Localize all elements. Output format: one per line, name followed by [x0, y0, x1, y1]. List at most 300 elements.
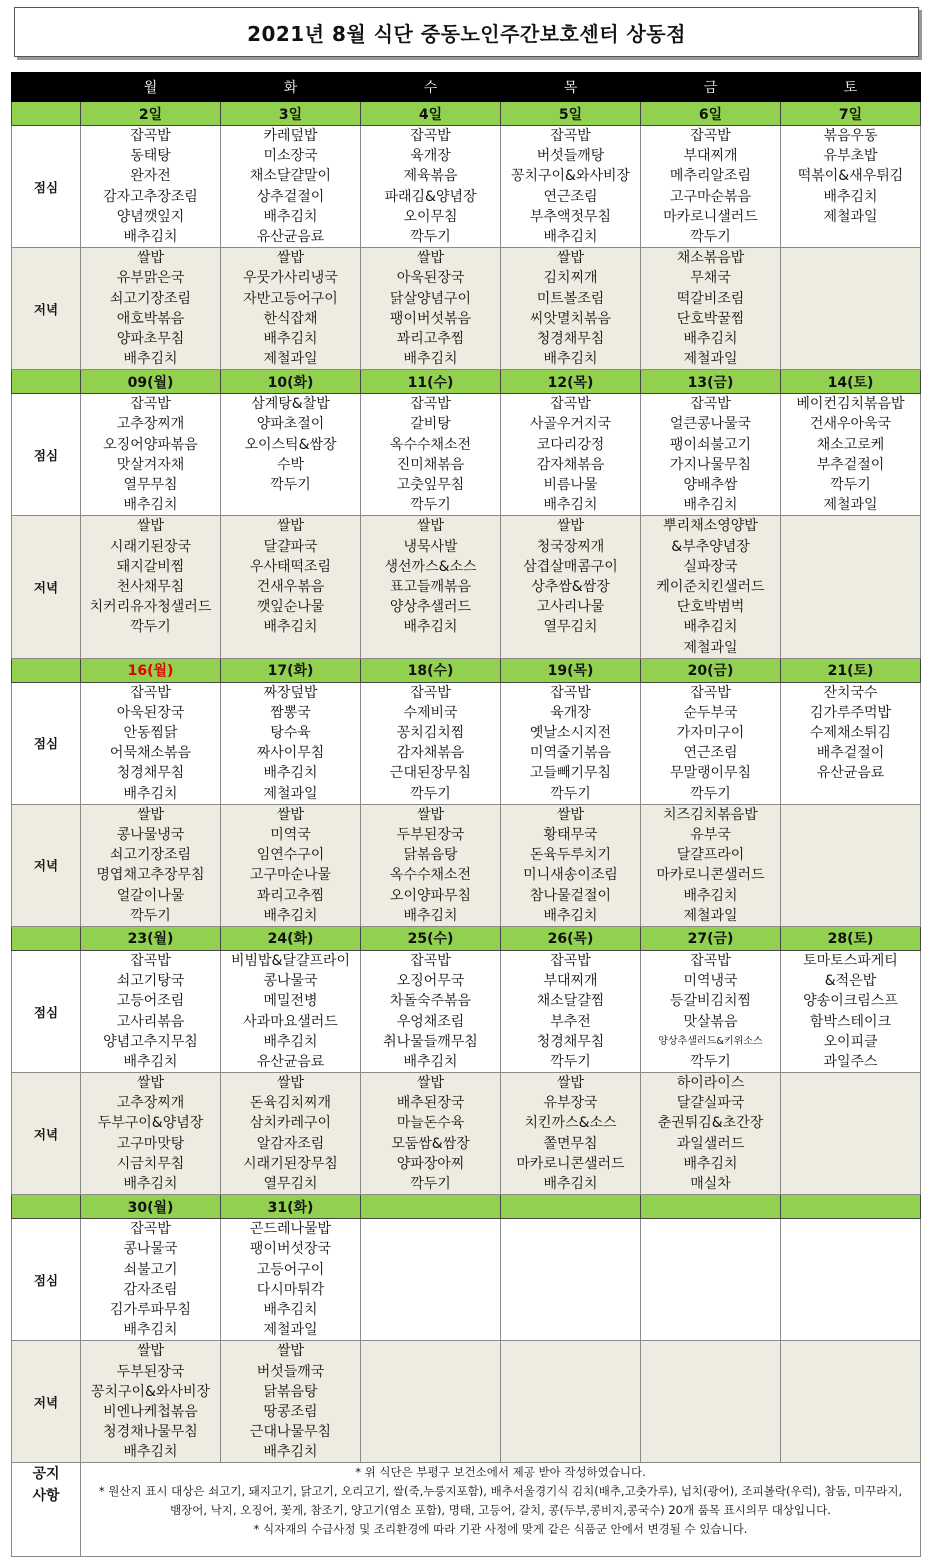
- menu-item: 쌀밥: [416, 806, 445, 823]
- dinner-cell: [81, 516, 221, 658]
- menu-item: 쇠고기장조림: [109, 847, 192, 864]
- dinner-row: [12, 804, 921, 926]
- menu-item: 깍두기: [410, 1176, 451, 1192]
- menu-item: 한식잡채: [263, 310, 318, 327]
- menu-item: 근대나물무침: [249, 1424, 332, 1441]
- menu-item: 잡곡밥: [410, 952, 451, 969]
- date-row-label: [12, 926, 81, 950]
- menu-item: 팽이쇠불고기: [669, 436, 752, 453]
- dinner-cell: [501, 1341, 641, 1463]
- menu-item: 사과마요샐러드: [243, 1013, 338, 1030]
- menu-list: [221, 516, 360, 637]
- dinner-cell: [781, 1073, 921, 1195]
- menu-item: 얼큰콩나물국: [669, 416, 752, 433]
- lunch-cell: [781, 1219, 921, 1341]
- menu-item: 토마토스파게티: [803, 952, 898, 969]
- notice-line: * 위 식단은 부평구 보건소에서 제공 받아 작성하였습니다.: [355, 1465, 646, 1480]
- weekday-header: 화: [221, 73, 361, 102]
- dinner-cell: [361, 248, 501, 370]
- notice-line: 뱀장어, 낙지, 오징어, 꽃게, 참조기, 양고기(염소 포함), 명태, 고등어, 갈치, 콩(두부,콩비지,콩국수) 20개 품목 표시의무 대상입니다.: [170, 1503, 831, 1518]
- dinner-label: 저녁: [12, 804, 81, 926]
- menu-item: 오이양파무침: [389, 887, 472, 904]
- menu-item: 고등어조림: [116, 993, 185, 1010]
- menu-item: 부추전: [550, 1013, 591, 1030]
- menu-item: 깍두기: [550, 785, 591, 802]
- date-row-label: [12, 370, 81, 394]
- menu-item: 배추김치: [123, 351, 178, 368]
- menu-item: 잡곡밥: [130, 952, 171, 969]
- menu-item: 비빔밥&달걀프라이: [230, 952, 351, 969]
- notice-label-cell: [12, 1463, 81, 1557]
- menu-item: 쌀밥: [416, 250, 445, 267]
- lunch-cell: [501, 394, 641, 516]
- menu-item: 두부구이&양념장: [97, 1115, 204, 1132]
- menu-item: 청국장찌개: [536, 538, 605, 555]
- weekday-header-row: [12, 73, 921, 102]
- menu-list: [221, 951, 360, 1072]
- menu-item: 배추김치: [683, 497, 738, 514]
- weekday-header: 월: [81, 73, 221, 102]
- menu-item: 임연수구이: [256, 847, 325, 864]
- lunch-row: [12, 682, 921, 804]
- lunch-label: 점심: [12, 126, 81, 248]
- menu-item: 오징어양파볶음: [103, 436, 198, 453]
- dinner-cell: [361, 1341, 501, 1463]
- menu-list: [81, 683, 220, 804]
- menu-item: 쌀밥: [136, 518, 165, 535]
- menu-list: [641, 126, 780, 247]
- dinner-cell: [641, 516, 781, 658]
- menu-item: 깻잎순나물: [256, 599, 325, 616]
- menu-item: 제철과일: [823, 497, 878, 514]
- menu-item: 팽이버섯볶음: [389, 310, 472, 327]
- dinner-label: 저녁: [12, 516, 81, 658]
- menu-item: 열무김치: [263, 1176, 318, 1192]
- menu-item: 콩나물냉국: [116, 827, 185, 843]
- menu-item: 배추김치: [263, 1444, 318, 1461]
- menu-item: 곤드레나물밥: [249, 1221, 332, 1238]
- menu-item: 부대찌개: [543, 973, 598, 990]
- menu-item: 잡곡밥: [690, 396, 731, 413]
- menu-item: 마카로니샐러드: [663, 208, 758, 225]
- weekday-header: 목: [501, 73, 641, 102]
- menu-item: 순두부국: [683, 704, 738, 721]
- menu-list: [221, 805, 360, 926]
- menu-item: 비름나물: [543, 477, 598, 493]
- menu-list: [361, 951, 500, 1072]
- menu-list: [81, 1341, 220, 1462]
- menu-item: 미역국: [270, 827, 311, 843]
- menu-list: [641, 248, 780, 369]
- lunch-cell: [641, 126, 781, 248]
- menu-item: 미역냉국: [683, 973, 738, 990]
- menu-item: 우사태떡조림: [249, 558, 332, 575]
- menu-item: 쌀밥: [136, 1075, 165, 1092]
- dinner-cell: [781, 248, 921, 370]
- menu-item: 취나물들깨무침: [383, 1033, 478, 1050]
- menu-list: [501, 1073, 640, 1194]
- dinner-cell: [641, 248, 781, 370]
- menu-item: 잡곡밥: [410, 128, 451, 144]
- menu-item: 배추김치: [543, 228, 598, 245]
- notice-line: * 식자재의 수급사정 및 조리환경에 따라 기관 사정에 맞게 같은 식품군 안에서 변경될 수 있습니다.: [253, 1522, 748, 1537]
- date-row: [12, 926, 921, 950]
- menu-item: 배추김치: [263, 907, 318, 924]
- menu-list: [501, 126, 640, 247]
- menu-list: [501, 516, 640, 637]
- menu-item: 진미채볶음: [396, 456, 465, 473]
- menu-list: [641, 951, 780, 1072]
- menu-item: 잡곡밥: [550, 128, 591, 144]
- menu-item: 잡곡밥: [130, 1221, 171, 1238]
- weekday-header: 토: [781, 73, 921, 102]
- date-cell: 6일: [641, 102, 781, 126]
- menu-item: 두부된장국: [116, 1363, 185, 1380]
- menu-item: 상추쌈&쌈장: [531, 578, 610, 595]
- lunch-cell: [501, 126, 641, 248]
- menu-list: [501, 805, 640, 926]
- menu-item: 수제비국: [403, 704, 458, 721]
- menu-item: 잡곡밥: [130, 128, 171, 144]
- menu-item: 카레덮밥: [263, 128, 318, 144]
- date-row-label: [12, 1195, 81, 1219]
- date-cell: [501, 1195, 641, 1219]
- menu-item: 닭볶음탕: [403, 847, 458, 864]
- menu-item: 깍두기: [410, 497, 451, 514]
- menu-item: 청경채무침: [536, 330, 605, 347]
- menu-item: 배추김치: [683, 330, 738, 347]
- dinner-cell: [641, 1341, 781, 1463]
- menu-item: 제철과일: [263, 785, 318, 802]
- menu-item: 쌀밥: [416, 518, 445, 535]
- menu-item: 배추김치: [403, 1053, 458, 1070]
- menu-item: 하이라이스: [676, 1075, 745, 1092]
- menu-item: 잡곡밥: [130, 396, 171, 413]
- menu-list: [641, 683, 780, 804]
- menu-item: 유부초밥: [823, 148, 878, 165]
- dinner-cell: [81, 1073, 221, 1195]
- menu-item: 맛살볶음: [683, 1013, 738, 1030]
- date-cell: 14(토): [781, 370, 921, 394]
- menu-item: 팽이버섯장국: [249, 1241, 332, 1258]
- menu-item: 쇠고기탕국: [116, 973, 185, 990]
- menu-list: [361, 248, 500, 369]
- menu-item: 애호박볶음: [116, 310, 185, 327]
- dinner-cell: [781, 804, 921, 926]
- menu-item: 유부장국: [543, 1095, 598, 1112]
- menu-item: 감자조림: [123, 1281, 178, 1298]
- menu-item: 부추겉절이: [816, 456, 885, 473]
- dinner-cell: [221, 248, 361, 370]
- menu-item: 무채국: [690, 270, 731, 287]
- menu-item: 쌀밥: [276, 1075, 305, 1092]
- menu-item: 꽁치구이&와사비장: [90, 1383, 211, 1400]
- date-cell: 09(월): [81, 370, 221, 394]
- menu-item: 배추김치: [263, 765, 318, 782]
- menu-item: 옥수수채소전: [389, 436, 472, 453]
- menu-item: 등갈비김치찜: [669, 993, 752, 1010]
- dinner-cell: [501, 248, 641, 370]
- menu-item: 김가루파무침: [109, 1301, 192, 1318]
- date-row: [12, 102, 921, 126]
- menu-item: 쌀밥: [556, 250, 585, 267]
- date-cell: 24(화): [221, 926, 361, 950]
- menu-item: 양념깻잎지: [116, 208, 185, 225]
- lunch-row: [12, 1219, 921, 1341]
- date-cell: 23(월): [81, 926, 221, 950]
- dinner-row: [12, 1073, 921, 1195]
- menu-item: 양상추샐러드&키위소스: [658, 1035, 763, 1047]
- notice-label: 사항: [32, 1488, 60, 1505]
- menu-item: 달걀실파국: [676, 1095, 745, 1112]
- menu-list: [81, 951, 220, 1072]
- menu-item: 마카로니콘샐러드: [656, 867, 765, 884]
- menu-list: [501, 683, 640, 804]
- menu-item: 씨앗멸치볶음: [529, 310, 612, 327]
- menu-item: 감자고추장조림: [103, 188, 198, 205]
- menu-list: [81, 248, 220, 369]
- menu-item: 채소달걀찜: [536, 993, 605, 1010]
- menu-item: 치커리유자청샐러드: [89, 599, 212, 616]
- menu-item: 명엽채고추장무침: [96, 867, 205, 884]
- menu-item: 콩나물국: [263, 973, 318, 990]
- menu-item: 꽁치김치찜: [396, 725, 465, 742]
- date-cell: 13(금): [641, 370, 781, 394]
- dinner-cell: [81, 248, 221, 370]
- menu-item: 쌀밥: [276, 250, 305, 267]
- menu-item: 꽁치구이&와사비장: [510, 168, 631, 185]
- menu-item: 부대찌개: [683, 148, 738, 165]
- menu-item: 제철과일: [263, 351, 318, 368]
- menu-item: 배추김치: [403, 619, 458, 636]
- date-cell: 18(수): [361, 658, 501, 682]
- menu-item: 배추된장국: [396, 1095, 465, 1112]
- menu-list: [221, 683, 360, 804]
- notice-label: 공지: [32, 1466, 60, 1483]
- menu-item: 볶음우동: [823, 128, 878, 144]
- menu-table: [11, 72, 921, 1557]
- lunch-cell: [81, 394, 221, 516]
- menu-item: 콩나물국: [123, 1241, 178, 1258]
- menu-item: 뿌리채소영양밥: [663, 518, 758, 535]
- notice-row: [12, 1463, 921, 1557]
- menu-item: 알감자조림: [256, 1135, 325, 1152]
- menu-item: 치킨까스&소스: [524, 1115, 617, 1132]
- menu-item: 코다리강정: [536, 436, 605, 453]
- date-cell: 12(목): [501, 370, 641, 394]
- menu-item: 어묵채소볶음: [109, 745, 192, 762]
- menu-item: 배추김치: [123, 1444, 178, 1461]
- menu-item: 깍두기: [690, 785, 731, 802]
- menu-item: 고구마순볶음: [669, 188, 752, 205]
- menu-item: 육개장: [410, 148, 451, 165]
- menu-item: 양념고추지무침: [103, 1033, 198, 1050]
- menu-item: 잡곡밥: [550, 952, 591, 969]
- menu-item: 오징어무국: [396, 973, 465, 990]
- menu-item: 유부국: [690, 827, 731, 843]
- menu-item: 달걀파국: [263, 538, 318, 555]
- menu-item: 양파장아찌: [396, 1155, 465, 1172]
- menu-item: 부추액젓무침: [529, 208, 612, 225]
- menu-item: 달걀프라이: [676, 847, 745, 864]
- menu-item: 양배추쌈: [683, 477, 738, 493]
- date-cell: 7일: [781, 102, 921, 126]
- menu-list: [501, 248, 640, 369]
- lunch-cell: [641, 682, 781, 804]
- menu-item: 닭살양념구이: [389, 290, 472, 307]
- menu-item: 땅콩조림: [263, 1403, 318, 1420]
- menu-item: 꽈리고추찜: [256, 887, 325, 904]
- menu-item: 생선까스&소스: [384, 558, 477, 575]
- menu-item: 배추김치: [263, 208, 318, 225]
- menu-item: 고들빼기무침: [529, 765, 612, 782]
- dinner-cell: [221, 1341, 361, 1463]
- menu-item: 천사채무침: [116, 578, 185, 595]
- menu-item: 오이피클: [823, 1033, 878, 1050]
- menu-list: [221, 126, 360, 247]
- menu-item: 배추김치: [683, 887, 738, 904]
- date-cell: 3일: [221, 102, 361, 126]
- menu-item: 잡곡밥: [690, 952, 731, 969]
- dinner-cell: [501, 516, 641, 658]
- date-cell: 10(화): [221, 370, 361, 394]
- menu-item: 깍두기: [130, 907, 171, 924]
- dinner-row: [12, 1341, 921, 1463]
- menu-item: 단호박꿀찜: [676, 310, 745, 327]
- menu-list: [81, 126, 220, 247]
- date-cell: 17(화): [221, 658, 361, 682]
- menu-item: 아욱된장국: [396, 270, 465, 287]
- menu-item: 시금치무침: [116, 1155, 185, 1172]
- date-cell: 2일: [81, 102, 221, 126]
- lunch-cell: [221, 126, 361, 248]
- menu-item: 두부된장국: [396, 827, 465, 843]
- lunch-cell: [781, 682, 921, 804]
- menu-item: 춘권튀김&초간장: [657, 1115, 764, 1132]
- menu-item: 과일주스: [823, 1053, 878, 1070]
- menu-item: 쌀밥: [276, 806, 305, 823]
- menu-item: 짜장덮밥: [263, 684, 318, 701]
- menu-item: 쇠불고기: [123, 1261, 178, 1278]
- menu-item: 실파장국: [683, 558, 738, 575]
- menu-item: 배추김치: [123, 1322, 178, 1339]
- menu-item: 꽈리고추찜: [396, 330, 465, 347]
- date-row: [12, 370, 921, 394]
- menu-item: 과일샐러드: [676, 1135, 745, 1152]
- menu-item: 다시마튀각: [256, 1281, 325, 1298]
- menu-list: [221, 248, 360, 369]
- menu-item: 감자채볶음: [396, 745, 465, 762]
- menu-item: 양상추샐러드: [389, 599, 472, 616]
- page-title: 2021년 8월 식단 중동노인주간보호센터 상동점: [247, 21, 686, 46]
- menu-list: [641, 394, 780, 515]
- lunch-cell: [641, 1219, 781, 1341]
- menu-item: 치즈김치볶음밥: [663, 806, 758, 823]
- menu-item: 배추김치: [123, 228, 178, 245]
- menu-item: 배추김치: [823, 188, 878, 205]
- dinner-row: [12, 516, 921, 658]
- menu-item: 우뭇가사리냉국: [243, 270, 338, 287]
- menu-item: 맛살겨자채: [116, 456, 185, 473]
- menu-list: [81, 805, 220, 926]
- menu-item: &적은밥: [824, 973, 877, 990]
- menu-item: 떡볶이&새우튀김: [797, 168, 904, 185]
- lunch-cell: [781, 394, 921, 516]
- menu-item: 돼지갈비찜: [116, 558, 185, 575]
- menu-item: 배추김치: [123, 497, 178, 514]
- menu-item: 잡곡밥: [550, 396, 591, 413]
- date-cell: [361, 1195, 501, 1219]
- lunch-row: [12, 950, 921, 1072]
- menu-list: [361, 805, 500, 926]
- date-cell: 30(월): [81, 1195, 221, 1219]
- menu-item: 육개장: [550, 704, 591, 721]
- menu-item: 배추김치: [683, 619, 738, 636]
- menu-list: [221, 394, 360, 495]
- menu-item: 베이컨김치볶음밥: [796, 396, 905, 413]
- menu-item: 배추김치: [543, 907, 598, 924]
- date-cell: 25(수): [361, 926, 501, 950]
- menu-item: 사골우거지국: [529, 416, 612, 433]
- lunch-cell: [221, 394, 361, 516]
- lunch-cell: [501, 950, 641, 1072]
- menu-item: 고추장찌개: [116, 1095, 185, 1112]
- lunch-cell: [641, 950, 781, 1072]
- menu-item: 파래김&양념장: [384, 188, 477, 205]
- menu-list: [221, 1073, 360, 1194]
- menu-item: 제철과일: [683, 639, 738, 656]
- date-cell: [641, 1195, 781, 1219]
- menu-item: 잡곡밥: [550, 684, 591, 701]
- menu-item: 버섯들깨국: [256, 1363, 325, 1380]
- menu-item: 쌀밥: [276, 1343, 305, 1360]
- dinner-cell: [501, 1073, 641, 1195]
- date-cell: [781, 1195, 921, 1219]
- menu-item: 제철과일: [823, 208, 878, 225]
- menu-item: 마카로니콘샐러드: [516, 1155, 625, 1172]
- menu-list: [221, 1219, 360, 1340]
- menu-item: 자반고등어구이: [243, 290, 338, 307]
- menu-list: [81, 394, 220, 515]
- menu-item: 청경채나물무침: [103, 1424, 198, 1441]
- menu-item: 제철과일: [263, 1322, 318, 1339]
- menu-item: 삼치카레구이: [249, 1115, 332, 1132]
- menu-item: 열무김치: [543, 619, 598, 636]
- header-corner: [12, 73, 81, 102]
- menu-item: 표고들깨볶음: [389, 578, 472, 595]
- dinner-cell: [361, 1073, 501, 1195]
- dinner-cell: [221, 1073, 361, 1195]
- dinner-cell: [781, 516, 921, 658]
- lunch-cell: [501, 682, 641, 804]
- menu-item: 짬뽕국: [270, 704, 311, 721]
- notice-text-cell: [81, 1463, 921, 1557]
- menu-item: 유산균음료: [256, 1053, 325, 1070]
- menu-item: 깍두기: [830, 477, 871, 493]
- menu-list: [781, 394, 920, 515]
- menu-item: 동태탕: [130, 148, 171, 165]
- menu-item: 배추김치: [543, 497, 598, 514]
- lunch-cell: [361, 126, 501, 248]
- lunch-cell: [781, 126, 921, 248]
- date-cell: 20(금): [641, 658, 781, 682]
- menu-item: 쌀밥: [136, 1343, 165, 1360]
- menu-item: 쌀밥: [556, 518, 585, 535]
- menu-item: 유부맑은국: [116, 270, 185, 287]
- menu-item: 쌀밥: [276, 518, 305, 535]
- dinner-label: 저녁: [12, 1341, 81, 1463]
- menu-item: 안동찜닭: [123, 725, 178, 742]
